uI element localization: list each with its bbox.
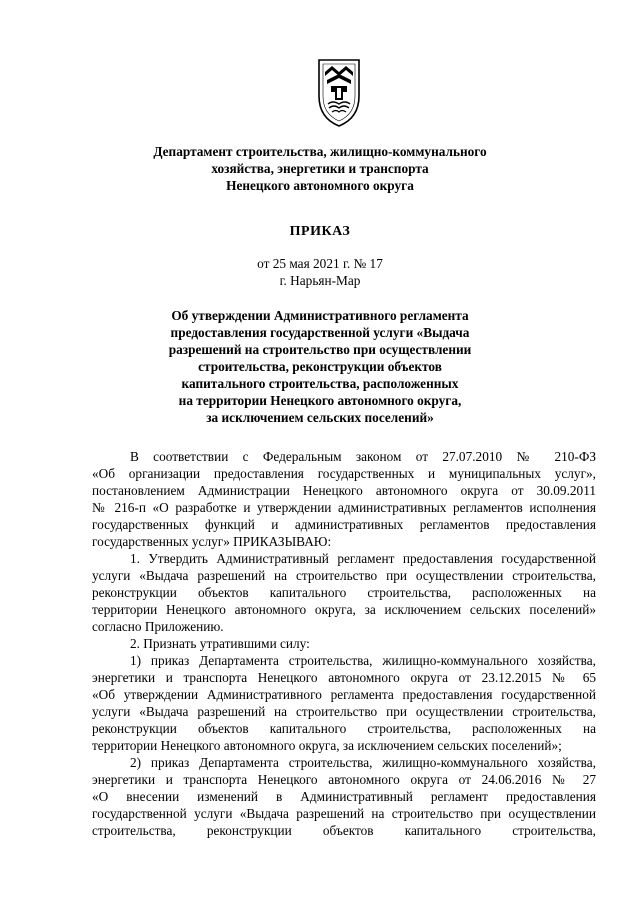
department-line: Ненецкого автономного округа [226,178,414,193]
order-date-block [0,255,640,289]
subject-line: предоставления государственной услуги «Выдача [170,325,470,340]
department-line: Департамент строительства, жилищно-коммунального [153,144,487,159]
body-line: реконструкции объектов капитального строительства, расположенных на [92,585,596,600]
order-date: от 25 мая 2021 г. № 17 [257,256,383,271]
body-line: государственных услуг» ПРИКАЗЫВАЮ: [92,534,332,549]
subject-line: строительства, реконструкции объектов [198,359,442,374]
subject-line: разрешений на строительство при осуществлении [168,342,472,357]
body-line: № 216-п «О разработке и утверждении административных регламентов исполнения [92,500,596,515]
body-line: 1) приказ Департамента строительства, жилищно-коммунального хозяйства, [130,653,596,668]
body-line: В соответствии с Федеральным законом от 27.07.2010 № 210-ФЗ [130,449,596,464]
body-line: территории Ненецкого автономного округа, за исключением сельских поселений» [92,602,596,617]
body-line: услуги «Выдача разрешений на строительство при осуществлении строительства, [92,704,596,719]
body-line: строительства, реконструкции объектов капитального строительства, [92,823,596,838]
body-line: «Об организации предоставления государственных и муниципальных услуг», [92,466,596,481]
subject-line: Об утверждении Административного регламента [171,308,469,323]
body-line: услуги «Выдача разрешений на строительство при осуществлении строительства, [92,568,596,583]
body-line: энергетики и транспорта Ненецкого автономного округа от 24.06.2016 № 27 [92,772,596,787]
body-line: 1. Утвердить Административный регламент предоставления государственной [130,551,596,566]
body-line: согласно Приложению. [92,619,224,634]
subject-line: за исключением сельских поселений» [206,410,434,425]
department-header [0,143,640,194]
order-body [92,448,596,839]
body-line: 2. Признать утратившими силу: [130,636,310,651]
order-place: г. Нарьян-Мар [279,273,361,288]
body-line: реконструкции объектов капитального строительства, расположенных на [92,721,596,736]
coat-of-arms-emblem [315,56,363,128]
body-line: государственных функций и административных регламентов предоставления [92,517,596,532]
body-line: энергетики и транспорта Ненецкого автономного округа от 23.12.2015 № 65 [92,670,596,685]
body-line: «О внесении изменений в Административный регламент предоставления [92,789,596,804]
body-line: государственной услуги «Выдача разрешений на строительство при осуществлении [92,806,596,821]
subject-line: на территории Ненецкого автономного округа, [178,393,462,408]
document-type-title: ПРИКАЗ [289,224,351,239]
department-line: хозяйства, энергетики и транспорта [211,161,429,176]
subject-line: капитального строительства, расположенных [181,376,459,391]
body-line: территории Ненецкого автономного округа, за исключением сельских поселений»; [92,738,562,753]
body-line: постановлением Администрации Ненецкого автономного округа от 30.09.2011 [92,483,596,498]
body-line: 2) приказ Департамента строительства, жилищно-коммунального хозяйства, [130,755,596,770]
order-subject [0,307,640,426]
body-line: «Об утверждении Административного регламента предоставления государственной [92,687,596,702]
